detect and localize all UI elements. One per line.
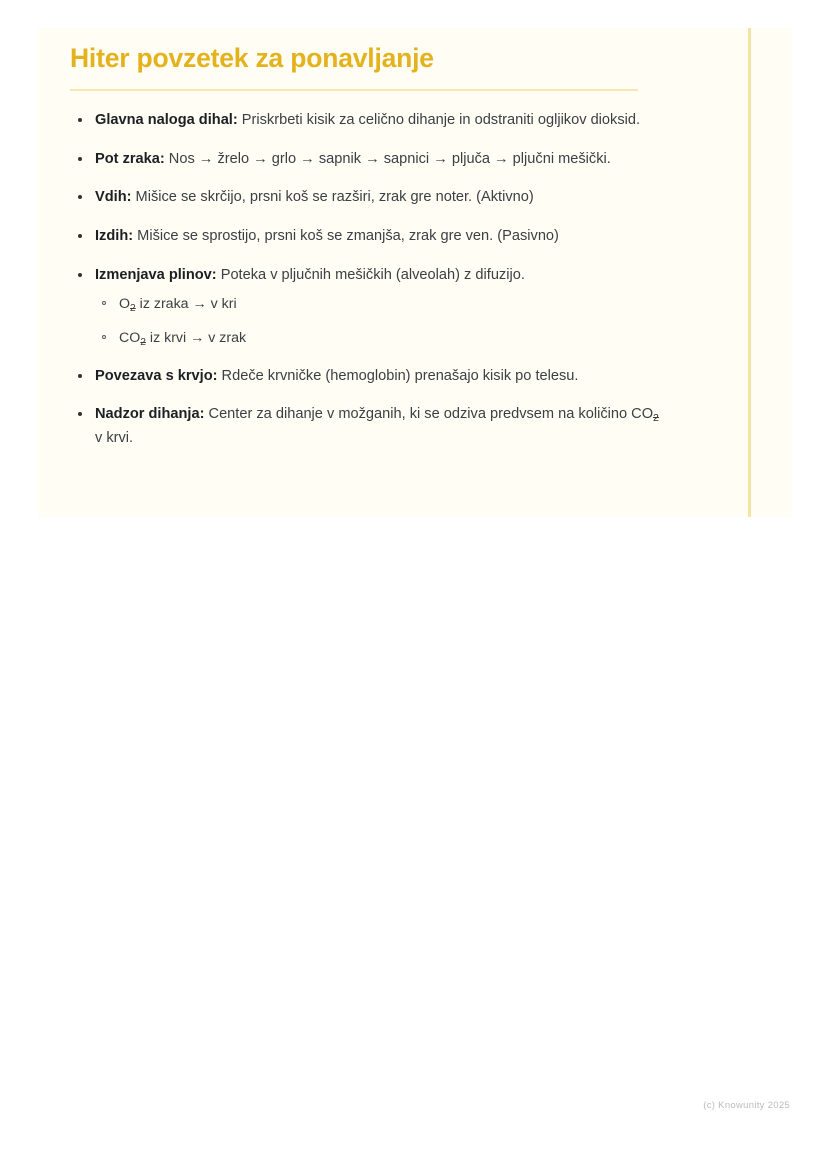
list-item-lead: Izmenjava plinov: [95, 266, 217, 283]
sub-list-item [95, 294, 670, 316]
sub-item-prefix: O [119, 296, 131, 313]
list-item-lead: Izdih: [95, 228, 134, 245]
list-item-text: Center za dihanje v možganih, ki se odziva predvsem na količino CO [204, 406, 654, 423]
gas-exchange-sub-list [95, 294, 670, 349]
list-item-lead: Pot zraka: [95, 150, 165, 167]
list-item [70, 186, 670, 210]
list-item-text: Mišice se sprostijo, prsni koš se zmanjša, zrak gre ven. (Pasivno) [133, 228, 559, 245]
sub-item-suffix: iz zraka → v kri [135, 296, 237, 313]
list-item-text: Rdeče krvničke (hemoglobin) prenašajo kisik po telesu. [217, 367, 579, 384]
card-accent-bar [748, 28, 751, 517]
list-item [70, 148, 670, 172]
card-body [70, 42, 670, 466]
list-item [70, 403, 670, 451]
list-item-text: Poteka v pljučnih mešičkih (alveolah) z difuzijo. [216, 266, 525, 283]
list-item [70, 264, 670, 350]
list-item-text-tail: v krvi. [95, 430, 134, 447]
page-footer-copyright: (c) Knowunity 2025 [703, 1100, 790, 1111]
list-item [70, 109, 670, 133]
sub-item-suffix: iz krvi → v zrak [145, 329, 247, 346]
summary-card [38, 28, 792, 517]
subscript-number: 2 [653, 412, 659, 425]
list-item-lead: Nadzor dihanja: [95, 406, 205, 423]
list-item-lead: Vdih: [95, 189, 132, 206]
summary-bullet-list [70, 109, 670, 451]
list-item [70, 225, 670, 249]
sub-item-prefix: CO [119, 329, 141, 346]
subscript-number: 2 [140, 336, 146, 348]
list-item-lead: Glavna naloga dihal: [95, 112, 238, 129]
subscript-number: 2 [130, 303, 136, 315]
page-title: Hiter povzetek za ponavljanje [70, 43, 434, 73]
list-item-text: Priskrbeti kisik za celično dihanje in odstraniti ogljikov dioksid. [237, 112, 641, 129]
list-item-lead: Povezava s krvjo: [95, 367, 218, 384]
sub-list-item [95, 328, 670, 350]
list-item [70, 365, 670, 389]
title-divider [70, 89, 638, 91]
list-item-text: Mišice se skrčijo, prsni koš se razširi, zrak gre noter. (Aktivno) [131, 189, 534, 206]
list-item-text: Nos → žrelo → grlo → sapnik → sapnici → pljuča → pljučni mešički. [164, 150, 611, 167]
